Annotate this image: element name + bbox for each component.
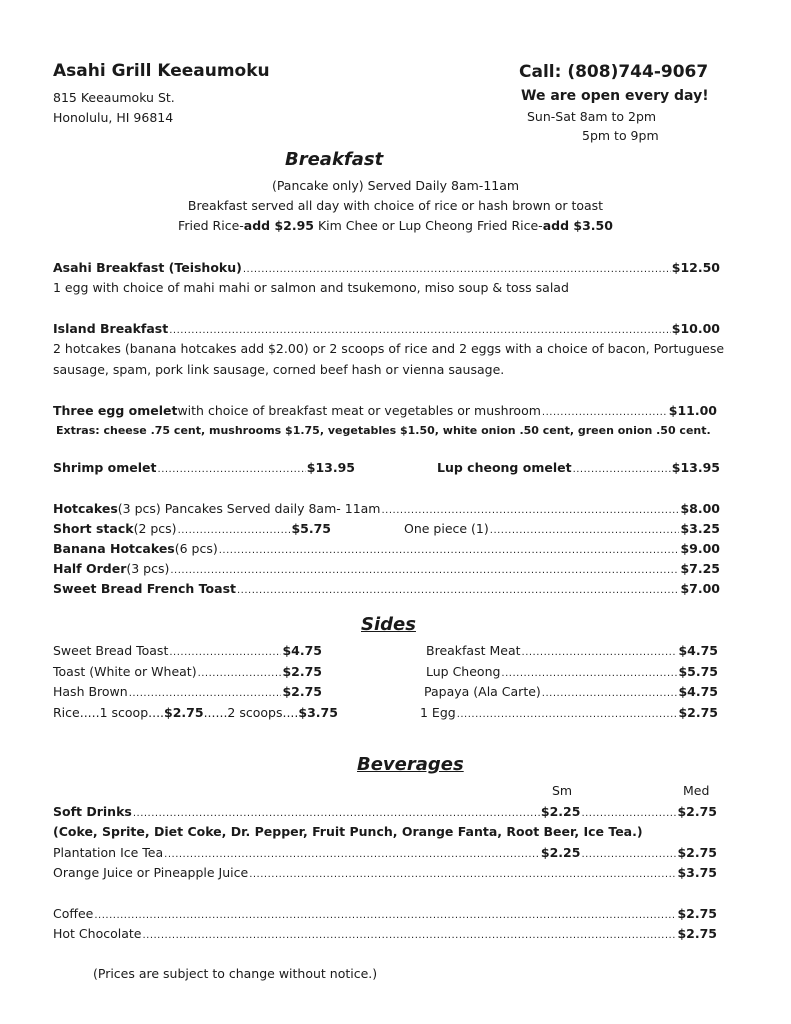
breakfast-note-2: Breakfast served all day with choice of rice or hash brown or toast (187, 198, 604, 213)
rice-one-scoop-label: Rice.....1 scoop.... (53, 705, 165, 720)
menu-item-french-toast (53, 581, 720, 597)
menu-item-short-stack (53, 521, 331, 537)
item-price: $2.75 (678, 705, 718, 720)
beverage-hot-chocolate (53, 926, 717, 942)
beverage-soft-drinks (53, 804, 717, 820)
leader-dots (249, 869, 676, 881)
leader-dots (169, 325, 671, 337)
beverages-title: Beverages (357, 754, 464, 775)
leader-dots (169, 647, 281, 659)
item-name: Sweet Bread Toast (53, 643, 169, 658)
price-disclaimer: (Prices are subject to change without notice.) (93, 966, 378, 981)
item-price: $2.75 (282, 684, 322, 699)
item-name: Hotcakes (53, 501, 118, 516)
item-desc: with choice of breakfast meat or vegetables or mushroom (177, 403, 541, 418)
leader-dots (522, 647, 678, 659)
item-price-small: $2.25 (540, 804, 581, 819)
sides-title: Sides (361, 614, 416, 635)
leader-dots (133, 808, 540, 820)
leader-dots (164, 849, 540, 861)
item-name: Short stack (53, 521, 134, 536)
leader-dots (542, 407, 668, 419)
leader-dots (237, 585, 679, 597)
item-desc: (2 pcs) (133, 521, 177, 536)
menu-item-three-egg-omelet (53, 403, 717, 419)
item-name: Papaya (Ala Carte) (424, 684, 541, 699)
item-price: $2.75 (677, 926, 717, 941)
item-name: Shrimp omelet (53, 460, 157, 475)
leader-dots (170, 565, 679, 577)
rice-two-scoops-label: ......2 scoops.... (203, 705, 299, 720)
item-name: One piece (1) (404, 521, 489, 536)
leader-dots (243, 264, 671, 276)
leader-dots (158, 464, 306, 476)
side-rice (53, 705, 338, 720)
item-name: Lup cheong omelet (437, 460, 572, 475)
item-name: Banana Hotcakes (53, 541, 175, 556)
item-desc: (6 pcs) (174, 541, 218, 556)
asahi-breakfast-desc: 1 egg with choice of mahi mahi or salmon and tsukemono, miso soup & toss salad (53, 280, 569, 295)
leader-dots (581, 849, 676, 861)
item-price: $9.00 (680, 541, 720, 556)
side-lup-cheong (426, 664, 718, 680)
item-name: Asahi Breakfast (Teishoku) (53, 260, 242, 275)
item-price: $13.95 (306, 460, 355, 475)
phone-number: Call: (808)744-9067 (519, 62, 709, 82)
omelet-extras: Extras: cheese .75 cent, mushrooms $1.75, vegetables $1.50, white onion .50 cent, green onion .50 cent. (56, 424, 711, 437)
leader-dots (542, 688, 678, 700)
column-header-medium: Med (683, 783, 710, 798)
leader-dots (178, 525, 291, 537)
item-name: Toast (White or Wheat) (53, 664, 197, 679)
item-price: $3.75 (677, 865, 717, 880)
menu-item-hotcakes (53, 501, 720, 517)
leader-dots (382, 505, 680, 517)
leader-dots (94, 910, 676, 922)
item-name: Hot Chocolate (53, 926, 142, 941)
side-toast (53, 664, 322, 680)
item-name: Three egg omelet (53, 403, 178, 418)
side-one-egg (420, 705, 718, 721)
item-price: $2.75 (282, 664, 322, 679)
item-price: $4.75 (678, 684, 718, 699)
leader-dots (490, 525, 680, 537)
item-desc: (3 pcs) (126, 561, 170, 576)
item-price-small: $2.25 (540, 845, 581, 860)
menu-item-one-piece (404, 521, 720, 537)
item-price: $7.25 (680, 561, 720, 576)
side-papaya (424, 684, 718, 700)
menu-item-lup-cheong-omelet (437, 460, 720, 476)
item-name: Island Breakfast (53, 321, 169, 336)
breakfast-title: Breakfast (285, 149, 384, 170)
menu-item-half-order (53, 561, 720, 577)
item-price: $12.50 (671, 260, 720, 275)
item-price: $11.00 (668, 403, 717, 418)
item-name: 1 Egg (420, 705, 456, 720)
kim-chee-addon: add $3.50 (542, 218, 613, 233)
item-price: $8.00 (680, 501, 720, 516)
item-name: Lup Cheong (426, 664, 501, 679)
side-sweet-bread-toast (53, 643, 322, 659)
item-price: $4.75 (282, 643, 322, 658)
item-name: Coffee (53, 906, 94, 921)
soft-drinks-list: (Coke, Sprite, Diet Coke, Dr. Pepper, Fruit Punch, Orange Fanta, Root Beer, Ice Tea.) (53, 824, 643, 839)
menu-item-asahi-breakfast (53, 260, 720, 276)
item-price-medium: $2.75 (677, 845, 717, 860)
leader-dots (581, 808, 676, 820)
item-price: $5.75 (291, 521, 331, 536)
breakfast-note-1: (Pancake only) Served Daily 8am-11am (271, 178, 520, 193)
hours-line-1: Sun-Sat 8am to 2pm (527, 109, 657, 124)
fried-rice-addon: add $2.95 (243, 218, 315, 233)
item-price: $2.75 (677, 906, 717, 921)
side-breakfast-meat (426, 643, 718, 659)
open-every-day: We are open every day! (521, 88, 709, 104)
item-name: Plantation Ice Tea (53, 845, 164, 860)
item-price: $3.25 (680, 521, 720, 536)
fried-rice-label: Fried Rice- (178, 218, 244, 233)
item-name: Hash Brown (53, 684, 128, 699)
item-name: Breakfast Meat (426, 643, 521, 658)
hours-line-2: 5pm to 9pm (582, 128, 659, 143)
kim-chee-label: Kim Chee or Lup Cheong Fried Rice- (314, 218, 543, 233)
rice-two-scoops-price: $3.75 (298, 705, 338, 720)
leader-dots (142, 930, 676, 942)
breakfast-note-3 (0, 218, 791, 233)
item-name: Half Order (53, 561, 127, 576)
item-name: Sweet Bread French Toast (53, 581, 236, 596)
item-price: $13.95 (671, 460, 720, 475)
leader-dots (198, 668, 282, 680)
item-price: $7.00 (680, 581, 720, 596)
leader-dots (129, 688, 282, 700)
leader-dots (457, 709, 678, 721)
beverage-coffee (53, 906, 717, 922)
leader-dots (219, 545, 680, 557)
rice-one-scoop-price: $2.75 (164, 705, 204, 720)
leader-dots (573, 464, 671, 476)
menu-item-banana-hotcakes (53, 541, 720, 557)
restaurant-name: Asahi Grill Keeaumoku (53, 61, 270, 81)
beverage-juice (53, 865, 717, 881)
item-price: $4.75 (678, 643, 718, 658)
leader-dots (501, 668, 677, 680)
address-line-1: 815 Keeaumoku St. (53, 90, 175, 105)
island-breakfast-desc: 2 hotcakes (banana hotcakes add $2.00) or 2 scoops of rice and 2 eggs with a choice of bacon, Portuguese sausage, spam, pork link sausage, corned beef hash or vienna sausage. (53, 341, 725, 377)
address-line-2: Honolulu, HI 96814 (53, 110, 174, 125)
item-price: $5.75 (678, 664, 718, 679)
item-price-medium: $2.75 (677, 804, 717, 819)
beverage-plantation-ice-tea (53, 845, 717, 861)
menu-item-shrimp-omelet (53, 460, 355, 476)
item-price: $10.00 (671, 321, 720, 336)
menu-item-island-breakfast (53, 321, 720, 337)
side-hash-brown (53, 684, 322, 700)
item-name: Orange Juice or Pineapple Juice (53, 865, 249, 880)
item-desc: (3 pcs) Pancakes Served daily 8am- 11am (117, 501, 381, 516)
item-name: Soft Drinks (53, 804, 132, 819)
column-header-small: Sm (552, 783, 573, 798)
